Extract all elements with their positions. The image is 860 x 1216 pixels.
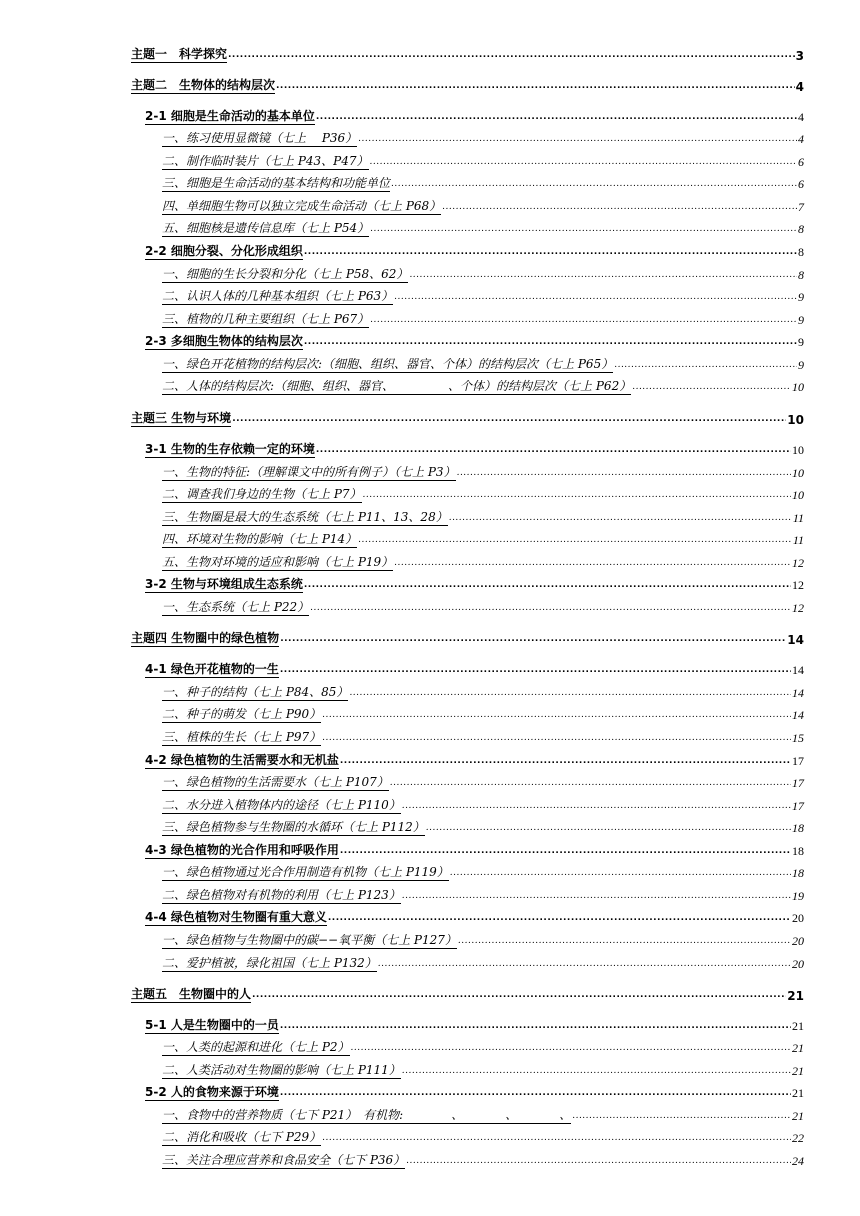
- toc-entry[interactable]: [131, 45, 804, 63]
- toc-entry-title: 4-3 绿色植物的光合作用和呼吸作用: [145, 843, 339, 857]
- toc-entry-title: 2-3 多细胞生物体的结构层次: [145, 334, 303, 348]
- toc-entry[interactable]: [145, 332, 804, 350]
- toc-page-number: 10: [792, 443, 804, 457]
- toc-entry-title: 二、消化和吸收（七下 P29）: [162, 1130, 322, 1144]
- toc-entry-title: 2-1 细胞是生命活动的基本单位: [145, 109, 315, 123]
- toc-page-number: 22: [792, 1131, 804, 1145]
- dot-leader: [252, 986, 786, 1000]
- toc-entry[interactable]: [162, 377, 804, 395]
- toc-page-number: 17: [792, 776, 804, 790]
- toc-entry-title: 4-2 绿色植物的生活需要水和无机盐: [145, 753, 339, 767]
- dot-leader: [316, 108, 797, 122]
- toc-entry[interactable]: [162, 287, 804, 305]
- dot-leader: [280, 1017, 791, 1031]
- dot-leader: [304, 243, 797, 257]
- toc-entry[interactable]: [162, 485, 804, 503]
- toc-page-number: 21: [792, 1109, 804, 1123]
- dot-leader: [614, 356, 797, 370]
- toc-entry[interactable]: [162, 1038, 804, 1056]
- dot-leader: [280, 1084, 791, 1098]
- toc-entry-title: 2-2 细胞分裂、分化形成组织: [145, 244, 303, 258]
- toc-entry[interactable]: [162, 773, 804, 791]
- toc-page-number: 7: [798, 200, 804, 214]
- toc-entry[interactable]: [162, 508, 804, 526]
- dot-leader: [322, 1129, 791, 1143]
- dot-leader: [391, 175, 797, 189]
- toc-entry-title: 三、关注合理应营养和食品安全（七下 P36）: [162, 1153, 406, 1167]
- toc-page-number: 10: [792, 380, 804, 394]
- dot-leader: [378, 955, 791, 969]
- toc-entry[interactable]: [162, 683, 804, 701]
- toc-page-number: 20: [792, 911, 804, 925]
- toc-entry-title: 二、水分进入植物体内的途径（七上 P110）: [162, 798, 401, 812]
- toc-entry[interactable]: [145, 242, 804, 260]
- toc-entry[interactable]: [131, 985, 804, 1003]
- toc-entry-title: 二、认识人体的几种基本组织（七上 P63）: [162, 289, 394, 303]
- toc-page-number: 20: [792, 934, 804, 948]
- toc-page-number: 14: [792, 663, 804, 677]
- toc-entry-title: 三、植物的几种主要组织（七上 P67）: [162, 312, 370, 326]
- toc-entry-title: 三、绿色植物参与生物圈的水循环（七上 P112）: [162, 820, 425, 834]
- toc-entry-title: 主题二 生物体的结构层次: [131, 78, 276, 92]
- toc-page-number: 14: [792, 686, 804, 700]
- toc-page-number: 21: [792, 1019, 804, 1033]
- toc-entry-title: 一、绿色植物与生物圈中的碳−−氧平衡（七上 P127）: [162, 933, 457, 947]
- dot-leader: [402, 1062, 791, 1076]
- toc-page-number: 12: [792, 601, 804, 615]
- toc-entry-title: 一、绿色植物的生活需要水（七上 P107）: [162, 775, 389, 789]
- toc-entry-title: 二、绿色植物对有机物的利用（七上 P123）: [162, 888, 401, 902]
- toc-page-number: 15: [792, 731, 804, 745]
- dot-leader: [402, 887, 791, 901]
- dot-leader: [276, 77, 795, 91]
- toc-entry-title: 四、单细胞生物可以独立完成生命活动（七上 P68）: [162, 199, 442, 213]
- toc-page-number: 4: [798, 132, 804, 146]
- toc-page-number: 21: [792, 1064, 804, 1078]
- dot-leader: [363, 486, 791, 500]
- toc-entry-title: 主题五 生物圈中的人: [131, 987, 252, 1001]
- toc-page-number: 9: [798, 313, 804, 327]
- toc-entry[interactable]: [145, 1083, 804, 1101]
- toc-entry-title: 一、食物中的营养物质（七下 P21） 有机物: 、 、 、: [162, 1108, 572, 1122]
- dot-leader: [370, 153, 797, 167]
- toc-page-number: 11: [792, 511, 804, 525]
- toc-entry[interactable]: [131, 76, 804, 94]
- toc-page-number: 8: [798, 268, 804, 282]
- toc-page-number: 18: [792, 821, 804, 835]
- toc-entry-title: 二、人类活动对生物圈的影响（七上 P111）: [162, 1063, 401, 1077]
- dot-leader: [304, 333, 797, 347]
- toc-entry[interactable]: [145, 107, 804, 125]
- toc-page-number: 11: [792, 533, 804, 547]
- toc-page-number: 24: [792, 1154, 804, 1168]
- toc-page-number: 14: [787, 633, 804, 647]
- dot-leader: [394, 554, 791, 568]
- dot-leader: [340, 842, 791, 856]
- toc-entry-title: 五、生物对环境的适应和影响（七上 P19）: [162, 555, 394, 569]
- toc-page-number: 3: [795, 49, 804, 63]
- toc-entry-title: 五、细胞核是遗传信息库（七上 P54）: [162, 221, 370, 235]
- dot-leader: [394, 288, 797, 302]
- dot-leader: [406, 1152, 791, 1166]
- dot-leader: [358, 130, 797, 144]
- dot-leader: [310, 599, 791, 613]
- toc-entry-title: 一、生物的特征:（理解课文中的所有例子）（七上 P3）: [162, 465, 456, 479]
- toc-entry[interactable]: [162, 931, 804, 949]
- toc-page-number: 8: [798, 245, 804, 259]
- toc-entry[interactable]: [145, 908, 804, 926]
- dot-leader: [316, 441, 791, 455]
- toc-entry-title: 主题四 生物圈中的绿色植物: [131, 631, 280, 645]
- toc-entry[interactable]: [162, 863, 804, 881]
- toc-page-number: 4: [798, 110, 804, 124]
- dot-leader: [322, 729, 791, 743]
- toc-entry-title: 一、细胞的生长分裂和分化（七上 P58、62）: [162, 267, 409, 281]
- toc-entry[interactable]: [162, 728, 804, 746]
- dot-leader: [572, 1107, 791, 1121]
- dot-leader: [402, 797, 791, 811]
- toc-entry-title: 5-2 人的食物来源于环境: [145, 1085, 279, 1099]
- dot-leader: [457, 464, 791, 478]
- dot-leader: [409, 266, 797, 280]
- dot-leader: [232, 410, 786, 424]
- toc-entry-title: 4-1 绿色开花植物的一生: [145, 662, 279, 676]
- toc-entry[interactable]: [162, 954, 804, 972]
- toc-entry-title: 主题一 科学探究: [131, 47, 228, 61]
- toc-entry-title: 三、细胞是生命活动的基本结构和功能单位: [162, 176, 391, 190]
- toc-entry[interactable]: [162, 152, 804, 170]
- dot-leader: [370, 311, 797, 325]
- dot-leader: [458, 932, 791, 946]
- toc-entry[interactable]: [162, 174, 804, 192]
- toc-entry[interactable]: [145, 841, 804, 859]
- toc-entry-title: 5-1 人是生物圈中的一员: [145, 1018, 279, 1032]
- dot-leader: [349, 684, 791, 698]
- dot-leader: [228, 46, 795, 60]
- toc-entry[interactable]: [162, 553, 804, 571]
- toc-entry[interactable]: [162, 219, 804, 237]
- toc-entry[interactable]: [145, 1016, 804, 1034]
- dot-leader: [351, 1039, 791, 1053]
- toc-entry-title: 3-2 生物与环境组成生态系统: [145, 577, 303, 591]
- dot-leader: [390, 774, 791, 788]
- toc-entry[interactable]: [162, 530, 804, 548]
- dot-leader: [280, 630, 786, 644]
- toc-entry-title: 二、制作临时装片（七上 P43、P47）: [162, 154, 369, 168]
- dot-leader: [328, 909, 791, 923]
- toc-page-number: 6: [798, 177, 804, 191]
- toc-entry[interactable]: [162, 355, 804, 373]
- dot-leader: [370, 220, 797, 234]
- toc-page-number: 12: [792, 578, 804, 592]
- toc-entry[interactable]: [162, 796, 804, 814]
- toc-page-number: 19: [792, 889, 804, 903]
- toc-entry[interactable]: [162, 818, 804, 836]
- toc-page-number: 18: [792, 866, 804, 880]
- toc-entry[interactable]: [162, 197, 804, 215]
- toc-entry-title: 一、练习使用显微镜（七上 P36）: [162, 131, 358, 145]
- toc-page-number: 21: [787, 989, 804, 1003]
- toc-entry-title: 四、环境对生物的影响（七上 P14）: [162, 532, 358, 546]
- dot-leader: [450, 864, 791, 878]
- toc-page-number: 4: [795, 80, 804, 94]
- dot-leader: [358, 531, 792, 545]
- toc-page-number: 9: [798, 290, 804, 304]
- toc-page-number: 9: [798, 335, 804, 349]
- toc-entry[interactable]: [162, 705, 804, 723]
- dot-leader: [322, 706, 791, 720]
- toc-entry[interactable]: [145, 751, 804, 769]
- dot-leader: [442, 198, 797, 212]
- toc-entry[interactable]: [131, 629, 804, 647]
- toc-entry[interactable]: [162, 310, 804, 328]
- dot-leader: [632, 378, 791, 392]
- toc-entry[interactable]: [162, 598, 804, 616]
- toc-page-number: 14: [792, 708, 804, 722]
- toc-entry[interactable]: [145, 660, 804, 678]
- dot-leader: [426, 819, 791, 833]
- toc-entry[interactable]: [162, 129, 804, 147]
- toc-entry-title: 三、植株的生长（七上 P97）: [162, 730, 322, 744]
- toc-entry-title: 二、爱护植被，绿化祖国（七上 P132）: [162, 956, 377, 970]
- toc-entry-title: 4-4 绿色植物对生物圈有重大意义: [145, 910, 327, 924]
- toc-page-number: 20: [792, 957, 804, 971]
- toc-entry[interactable]: [162, 1128, 804, 1146]
- toc-entry-title: 一、绿色开花植物的结构层次:（细胞、组织、器官、个体）的结构层次（七上 P65）: [162, 357, 614, 371]
- toc-entry-title: 一、人类的起源和进化（七上 P2）: [162, 1040, 350, 1054]
- toc-entry-title: 3-1 生物的生存依赖一定的环境: [145, 442, 315, 456]
- toc-page-number: 17: [792, 799, 804, 813]
- toc-page-number: 18: [792, 844, 804, 858]
- toc-page-number: 6: [798, 155, 804, 169]
- toc-entry-title: 一、生态系统（七上 P22）: [162, 600, 310, 614]
- dot-leader: [340, 752, 791, 766]
- toc-entry[interactable]: [162, 1106, 804, 1124]
- toc-entry[interactable]: [162, 265, 804, 283]
- dot-leader: [449, 509, 792, 523]
- toc-entry[interactable]: [162, 463, 804, 481]
- toc-entry[interactable]: [145, 440, 804, 458]
- toc-entry-title: 一、种子的结构（七上 P84、85）: [162, 685, 349, 699]
- toc-page-number: 21: [792, 1086, 804, 1100]
- toc-entry-title: 一、绿色植物通过光合作用制造有机物（七上 P119）: [162, 865, 449, 879]
- dot-leader: [280, 661, 791, 675]
- toc-entry-title: 二、种子的萌发（七上 P90）: [162, 707, 322, 721]
- toc-entry-title: 三、生物圈是最大的生态系统（七上 P11、13、28）: [162, 510, 448, 524]
- toc-page-number: 8: [798, 222, 804, 236]
- toc-page-number: 10: [792, 488, 804, 502]
- toc-page-number: 21: [792, 1041, 804, 1055]
- toc-page-number: 9: [798, 358, 804, 372]
- toc-page-number: 17: [792, 754, 804, 768]
- toc-page-number: 10: [792, 466, 804, 480]
- toc-entry-title: 二、调查我们身边的生物（七上 P7）: [162, 487, 362, 501]
- toc-entry[interactable]: [162, 1151, 804, 1169]
- toc-page-number: 12: [792, 556, 804, 570]
- dot-leader: [304, 576, 791, 590]
- toc-entry[interactable]: [131, 409, 804, 427]
- toc-entry[interactable]: [162, 886, 804, 904]
- toc-entry-title: 二、人体的结构层次:（细胞、组织、器官、 、个体）的结构层次（七上 P62）: [162, 379, 632, 393]
- toc-page-number: 10: [787, 413, 804, 427]
- toc-entry-title: 主题三 生物与环境: [131, 411, 232, 425]
- toc-entry[interactable]: [162, 1061, 804, 1079]
- toc-entry[interactable]: [145, 575, 804, 593]
